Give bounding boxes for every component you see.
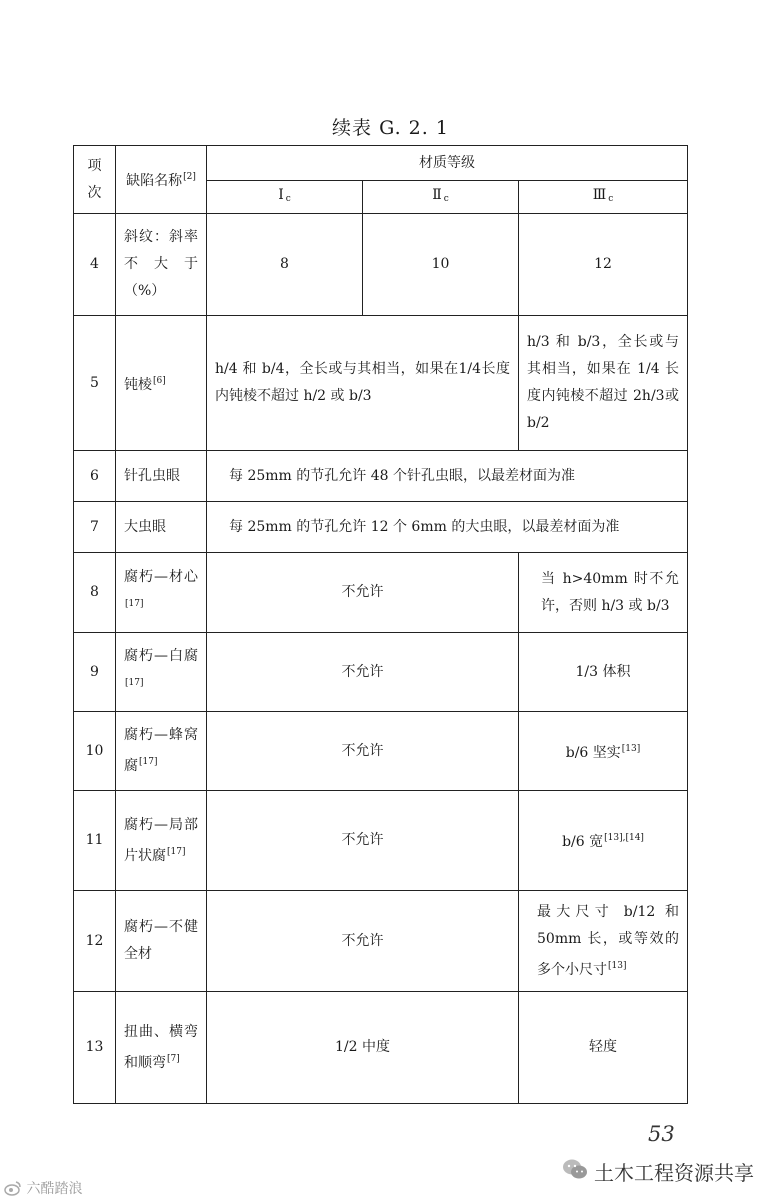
table-row [74,891,688,992]
page-number: 53 [648,1122,675,1146]
row-no: 8 [74,553,116,633]
grade-3-value: 最大尺寸 b/12 和 50mm 长，或等效的多个小尺寸[13] [519,891,688,992]
watermark-right: 土木工程资源共享 [562,1157,754,1186]
row-no: 7 [74,502,116,553]
row-name: 腐朽—局部片状腐[17] [116,791,207,891]
table-row [74,502,688,553]
grade-3-value: 1/3 体积 [519,633,688,712]
table-row [74,553,688,633]
watermark-left: 六酷踏浪 [4,1178,82,1198]
grade-1-2-value: 不允许 [207,712,519,791]
grade-3-value: 轻度 [519,992,688,1104]
header-grade-3: Ⅲ $_c$ [519,181,688,214]
table-row [74,633,688,712]
grade-3-value: 当 h>40mm 时不允许，否则 h/3 或 b/3 [519,553,688,633]
all-grades-value: 每 25mm 的节孔允许 48 个针孔虫眼，以最差材面为准 [207,451,688,502]
all-grades-value: 每 25mm 的节孔允许 12 个 6mm 的大虫眼，以最差材面为准 [207,502,688,553]
row-no: 6 [74,451,116,502]
grade-1-2-value: 不允许 [207,891,519,992]
header-grade-group: 材质等级 [207,146,688,181]
grade-3-value: b/6 坚实[13] [519,712,688,791]
row-no: 9 [74,633,116,712]
row-no: 11 [74,791,116,891]
table-row [74,316,688,451]
grade-1-2-value: 不允许 [207,553,519,633]
defect-grade-table [73,145,688,1104]
table-row [74,451,688,502]
row-name: 腐朽—白腐[17] [116,633,207,712]
header-grade-2: Ⅱ $_c$ [363,181,519,214]
table-row [74,712,688,791]
header-col-no: 项次 [74,146,116,214]
row-name: 腐朽—不健全材 [116,891,207,992]
row-name: 腐朽—蜂窝腐[17] [116,712,207,791]
row-name: 钝棱[6] [116,316,207,451]
grade-1-value: 8 [207,214,363,316]
row-name: 针孔虫眼 [116,451,207,502]
table-row [74,214,688,316]
header-row-1 [74,146,688,181]
header-col-name: 缺陷名称[2] [116,146,207,214]
row-name: 腐朽—材心[17] [116,553,207,633]
row-no: 5 [74,316,116,451]
row-no: 10 [74,712,116,791]
grade-1-2-value: 1/2 中度 [207,992,519,1104]
table-row [74,791,688,891]
grade-3-value: 12 [519,214,688,316]
grade-1-2-value: h/4 和 b/4，全长或与其相当，如果在1/4长度内钝棱不超过 h/2 或 b/3 [207,316,519,451]
wechat-icon [562,1158,588,1185]
table-row [74,992,688,1104]
grade-3-value: b/6 宽[13],[14] [519,791,688,891]
row-no: 13 [74,992,116,1104]
grade-1-2-value: 不允许 [207,633,519,712]
grade-1-2-value: 不允许 [207,791,519,891]
grade-3-value: h/3 和 b/3，全长或与其相当，如果在 1/4 长度内钝棱不超过 2h/3或 b/2 [519,316,688,451]
row-name: 扭曲、横弯和顺弯[7] [116,992,207,1104]
row-no: 12 [74,891,116,992]
row-name: 大虫眼 [116,502,207,553]
row-name: 斜纹：斜率不大于（%） [116,214,207,316]
grade-2-value: 10 [363,214,519,316]
header-grade-1: Ⅰ $_c$ [207,181,363,214]
table-title: 续表 G. 2. 1 [332,117,449,139]
weibo-icon [4,1181,26,1197]
row-no: 4 [74,214,116,316]
